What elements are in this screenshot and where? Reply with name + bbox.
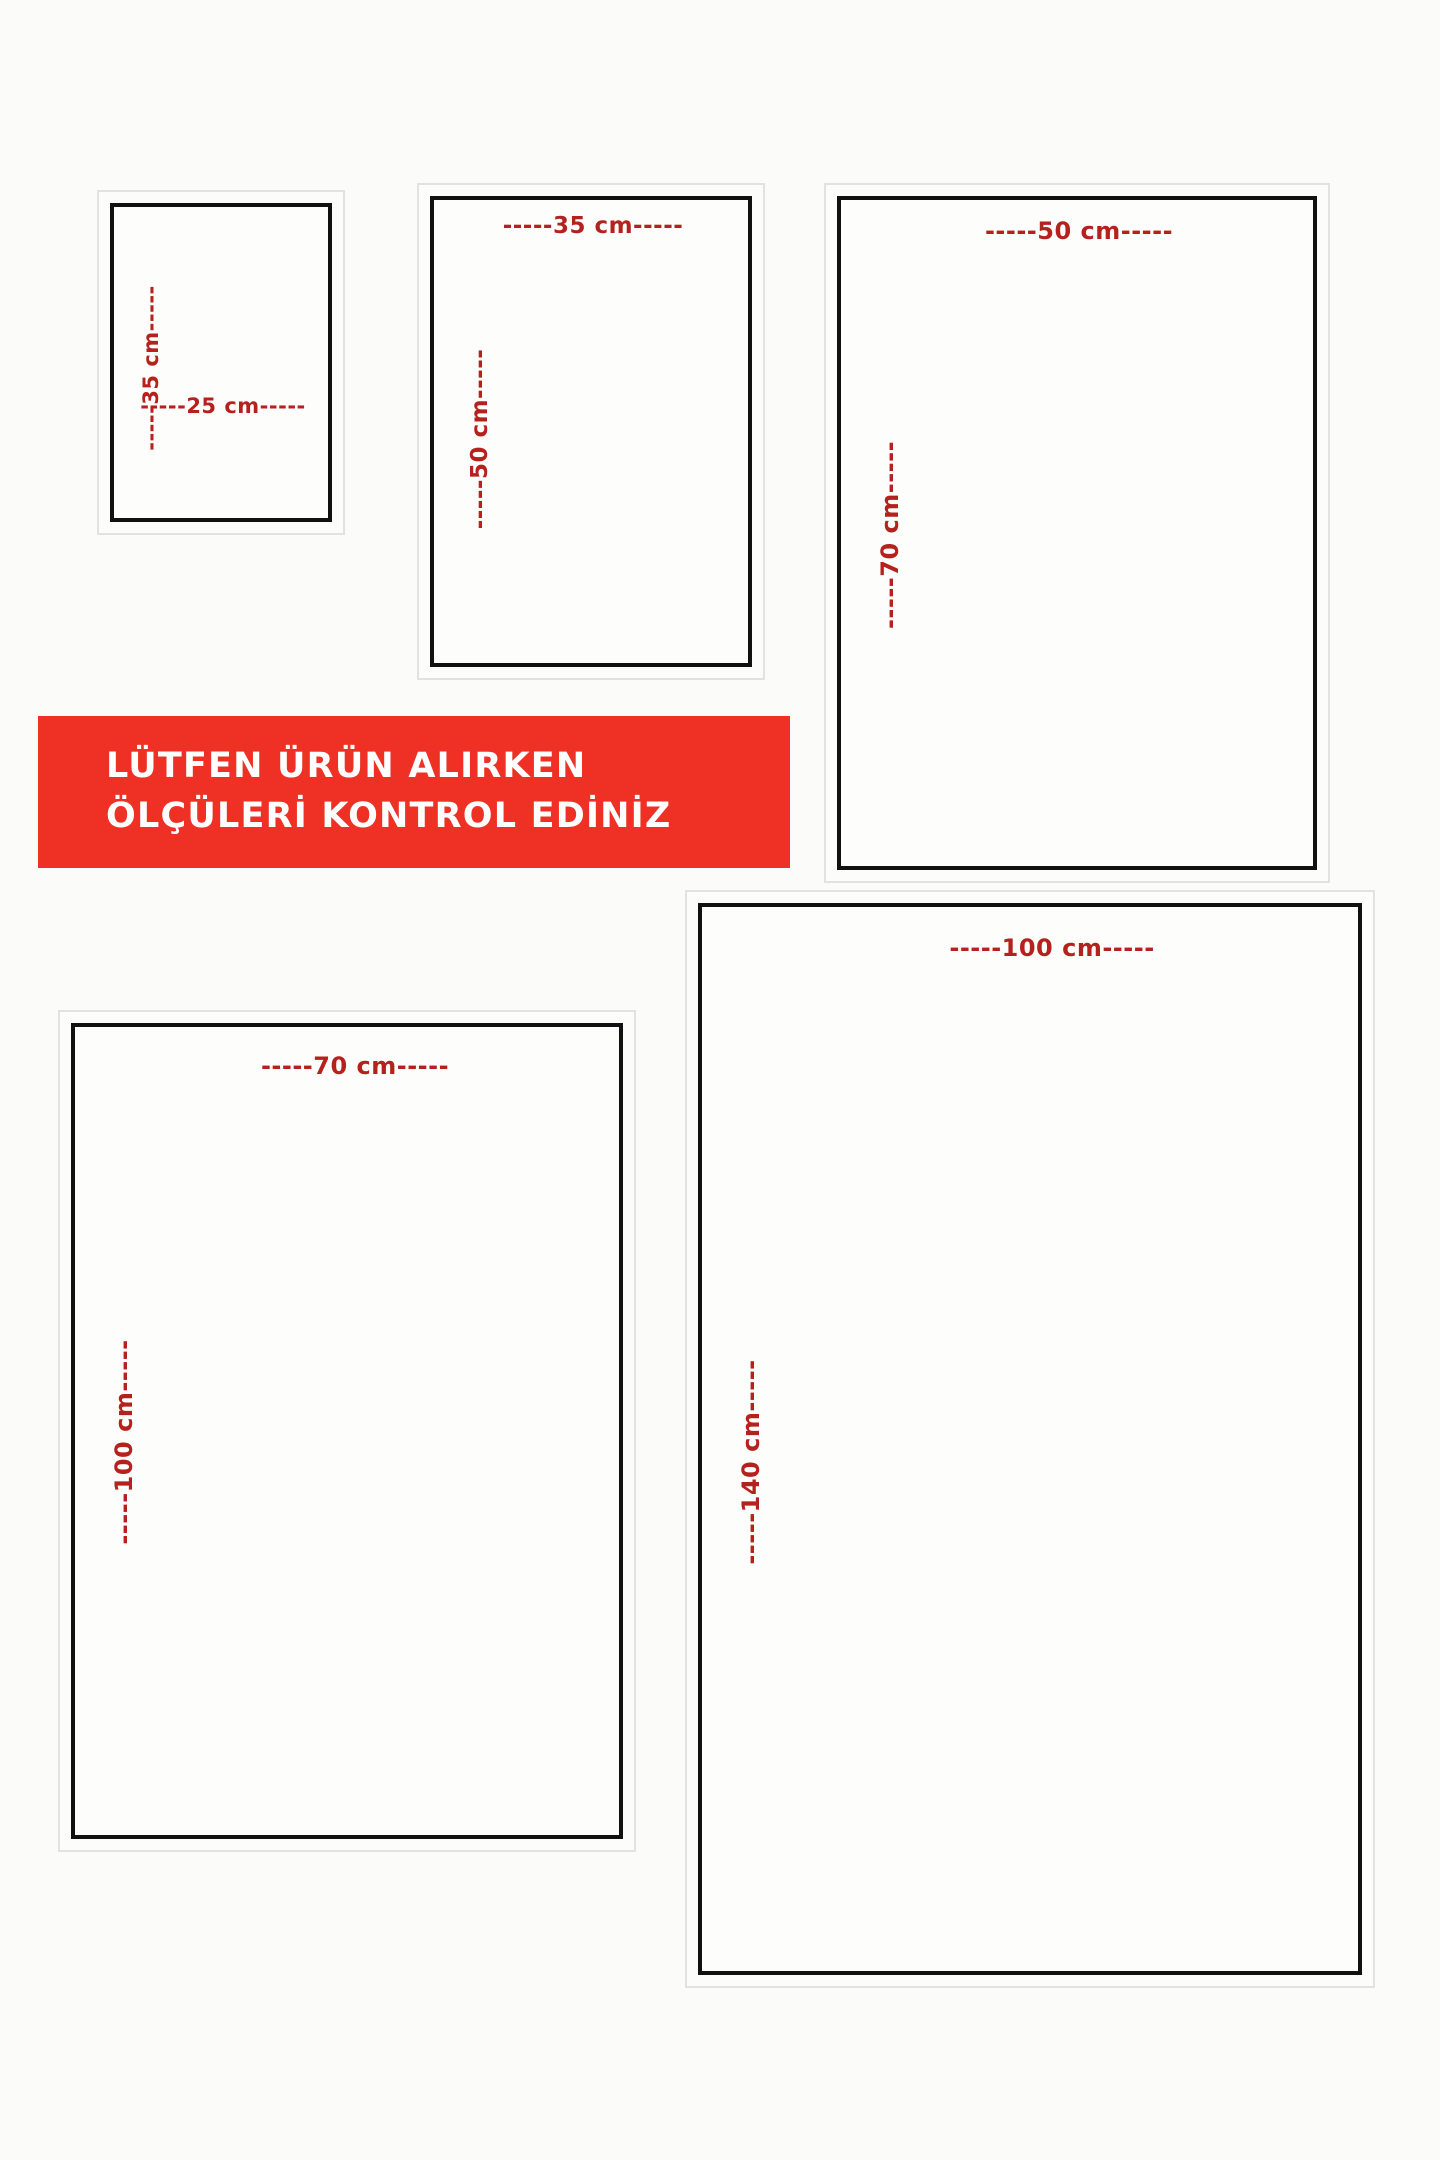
frame-35x50 [417,183,765,680]
frame-70x100 [58,1010,636,1852]
frame-25x35-width-label: -----25 cm----- [140,394,306,418]
frame-70x100-width-label: -----70 cm----- [260,1052,450,1080]
frame-25x35-height-label: -----35 cm----- [139,285,163,451]
frame-35x50-width-label: -----35 cm----- [502,213,684,239]
frame-50x70-width-label: -----50 cm----- [984,217,1174,245]
frame-25x35 [97,190,345,535]
frame-50x70 [824,183,1330,883]
frame-100x140-height-label: -----140 cm----- [737,1359,765,1565]
frame-70x100-inner [71,1023,623,1839]
frame-100x140-inner [698,903,1362,1975]
frame-50x70-inner [837,196,1317,870]
warning-banner [38,716,790,868]
frame-35x50-height-label: -----50 cm----- [467,348,493,530]
frame-100x140-width-label: -----100 cm----- [949,934,1155,962]
frame-50x70-height-label: -----70 cm----- [876,440,904,630]
frame-100x140 [685,890,1375,1988]
warning-banner-line1: LÜTFEN ÜRÜN ALIRKEN [106,746,587,787]
frame-70x100-height-label: -----100 cm----- [110,1339,138,1545]
warning-banner-line2: ÖLÇÜLERİ KONTROL EDİNİZ [106,796,672,836]
